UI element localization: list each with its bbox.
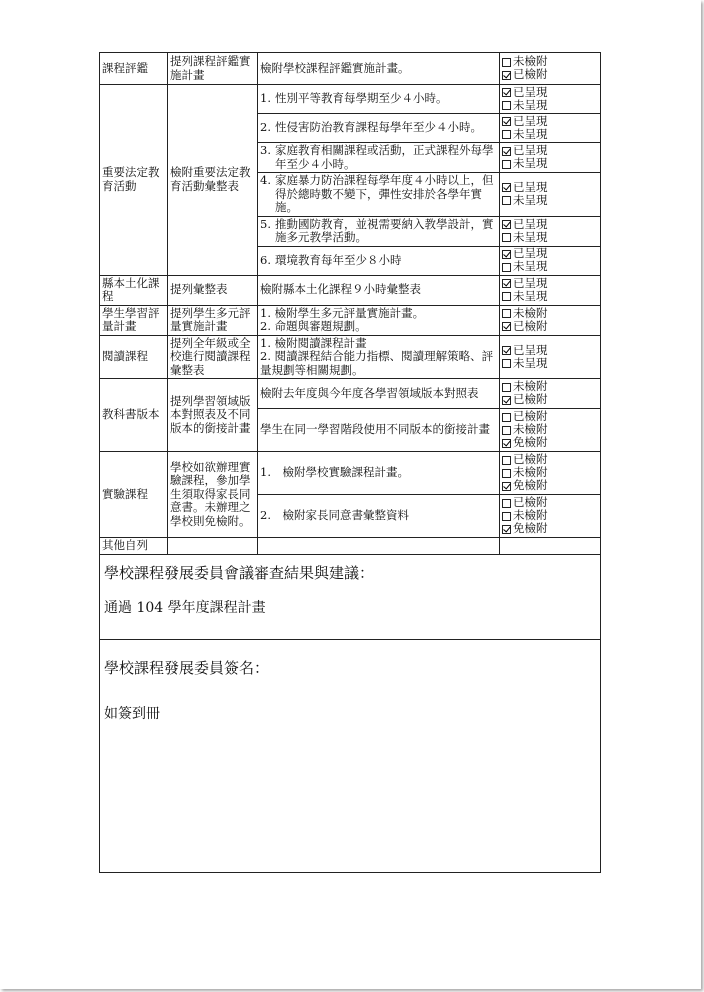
checkbox-label: 已檢附 — [513, 409, 548, 424]
category-cell: 縣本土化課程 — [100, 275, 168, 305]
category-cell: 重要法定教育活動 — [100, 85, 168, 276]
requirement-cell: 提列課程評鑑實施計畫 — [168, 53, 258, 85]
unchecked-box-icon[interactable] — [502, 469, 511, 478]
unchecked-box-icon[interactable] — [502, 359, 511, 368]
content-cell: 學生在同一學習階段使用不同版本的銜接計畫 — [258, 409, 500, 452]
checkbox-option[interactable] — [502, 158, 598, 171]
checkbox-label: 未呈現 — [513, 355, 548, 370]
checked-box-icon[interactable] — [502, 183, 511, 192]
category-cell: 學生學習評量計畫 — [100, 305, 168, 335]
content-cell: 檢附縣本土化課程９小時彙整表 — [258, 275, 500, 305]
unchecked-box-icon[interactable] — [502, 292, 511, 301]
checkbox-cell — [500, 538, 601, 555]
checked-box-icon[interactable] — [502, 279, 511, 288]
checked-box-icon[interactable] — [502, 250, 511, 259]
checked-box-icon[interactable] — [502, 322, 511, 331]
category-cell: 其他自列 — [100, 538, 168, 555]
signature-title: 學校課程發展委員簽名： — [104, 658, 270, 677]
unchecked-box-icon[interactable] — [502, 196, 511, 205]
content-cell — [258, 538, 500, 555]
checkbox-label: 已呈現 — [513, 275, 548, 290]
content-cell: 4. 家庭暴力防治課程每學年度４小時以上，但得於總時數不變下，彈性安排於各學年實施。 — [258, 173, 500, 217]
checked-box-icon[interactable] — [502, 117, 511, 126]
checkbox-cell — [500, 495, 601, 538]
category-cell: 實驗課程 — [100, 452, 168, 538]
content-cell: 檢附去年度與今年度各學習領域版本對照表 — [258, 379, 500, 409]
checkbox-cell — [500, 85, 601, 114]
requirement-cell: 提列彙整表 — [168, 275, 258, 305]
checkbox-cell — [500, 379, 601, 409]
row-textbook-version-1 — [100, 379, 601, 409]
checkbox-option[interactable] — [502, 344, 598, 357]
row-assessment-plan — [100, 305, 601, 335]
checkbox-cell — [500, 275, 601, 305]
content-cell: 3. 家庭教育相關課程或活動，正式課程外每學年至少４小時。 — [258, 143, 500, 173]
row-legal-activity-1 — [100, 85, 601, 114]
content-cell: 5. 推動國防教育，並視需要納入教學設計，實施多元教學活動。 — [258, 216, 500, 246]
checkbox-label: 未檢附 — [513, 305, 548, 320]
review-cell — [100, 554, 601, 639]
checkbox-label: 未檢附 — [513, 465, 548, 480]
content-line: 1. 檢附學生多元評量實施計畫。 — [260, 305, 425, 320]
row-experimental-1 — [100, 452, 601, 495]
content-line: 2. 閱讀課程結合能力指標、閱讀理解策略、評量規劃等相關規劃。 — [260, 349, 494, 377]
checkbox-label: 已檢附 — [513, 67, 548, 82]
content-cell: 1. 檢附學校實驗課程計畫。 — [258, 452, 500, 495]
checkbox-cell — [500, 305, 601, 335]
content-line: 2. 命題與審題規劃。 — [260, 319, 367, 333]
checkbox-label: 已呈現 — [513, 216, 548, 231]
checkbox-label: 已呈現 — [513, 143, 548, 158]
checkbox-label: 未檢附 — [513, 379, 548, 394]
checkbox-label: 未呈現 — [513, 229, 548, 244]
unchecked-box-icon[interactable] — [502, 101, 511, 110]
checkbox-cell — [500, 114, 601, 143]
unchecked-box-icon[interactable] — [502, 456, 511, 465]
checkbox-label: 未呈現 — [513, 288, 548, 303]
checkbox-cell — [500, 335, 601, 379]
requirement-cell: 檢附重要法定教育活動彙整表 — [168, 85, 258, 276]
checkbox-option[interactable] — [502, 480, 598, 493]
checkbox-option[interactable] — [502, 69, 598, 82]
checkbox-option[interactable] — [502, 320, 598, 333]
category-cell: 教科書版本 — [100, 379, 168, 452]
checkbox-label: 已檢附 — [513, 318, 548, 333]
unchecked-box-icon[interactable] — [502, 58, 511, 67]
row-other — [100, 538, 601, 555]
checkbox-label: 已檢附 — [513, 392, 548, 407]
course-plan-review-table — [99, 52, 601, 873]
checkbox-cell — [500, 409, 601, 452]
unchecked-box-icon[interactable] — [502, 233, 511, 242]
checkbox-label: 免檢附 — [513, 521, 548, 536]
unchecked-box-icon[interactable] — [502, 309, 511, 318]
content-cell: 檢附學校課程評鑑實施計畫。 — [258, 53, 500, 85]
row-reading-curriculum — [100, 335, 601, 379]
checkbox-label: 未檢附 — [513, 422, 548, 437]
checkbox-cell — [500, 216, 601, 246]
signature-cell — [100, 639, 601, 872]
checkbox-label: 已呈現 — [513, 84, 548, 99]
content-cell: 6. 環境教育每年至少８小時 — [258, 246, 500, 275]
checkbox-option[interactable] — [502, 128, 598, 141]
content-cell: 2. 性侵害防治教育課程每學年至少４小時。 — [258, 114, 500, 143]
signature-section — [100, 639, 601, 872]
unchecked-box-icon[interactable] — [502, 426, 511, 435]
unchecked-box-icon[interactable] — [502, 263, 511, 272]
checkbox-option[interactable] — [502, 194, 598, 207]
checkbox-label: 免檢附 — [513, 435, 548, 450]
checkbox-label: 已檢附 — [513, 495, 548, 510]
checked-box-icon[interactable] — [502, 482, 511, 491]
content-line: 1. 檢附閱讀課程計畫 — [260, 335, 367, 350]
checkbox-cell — [500, 173, 601, 217]
checkbox-cell — [500, 246, 601, 275]
checkbox-option[interactable] — [502, 99, 598, 112]
requirement-cell: 提列全年級或全校進行閱讀課程彙整表 — [168, 335, 258, 379]
checkbox-label: 免檢附 — [513, 478, 548, 493]
checkbox-label: 未呈現 — [513, 193, 548, 207]
content-cell — [258, 335, 500, 379]
checked-box-icon[interactable] — [502, 220, 511, 229]
checkbox-label: 未呈現 — [513, 156, 548, 171]
content-cell: 1. 性別平等教育每學期至少４小時。 — [258, 85, 500, 114]
checkbox-label: 已呈現 — [513, 113, 548, 128]
requirement-cell — [168, 538, 258, 555]
checkbox-label: 已呈現 — [513, 180, 548, 194]
review-title: 學校課程發展委員會議審查結果與建議： — [104, 563, 375, 582]
checkbox-label: 未呈現 — [513, 97, 548, 112]
checkbox-option[interactable] — [502, 290, 598, 303]
checked-box-icon[interactable] — [502, 439, 511, 448]
checkbox-cell — [500, 143, 601, 173]
checkbox-label: 已呈現 — [513, 342, 548, 357]
checkbox-label: 未檢附 — [513, 54, 548, 69]
checkbox-option[interactable] — [502, 394, 598, 407]
checkbox-label: 已檢附 — [513, 452, 548, 467]
content-cell — [258, 305, 500, 335]
unchecked-box-icon[interactable] — [502, 499, 511, 508]
requirement-cell: 學校如欲辦理實驗課程，參加學生須取得家長同意書。未辦理之學校則免檢附。 — [168, 452, 258, 538]
row-course-evaluation — [100, 53, 601, 85]
requirement-cell: 提列學習領域版本對照表及不同版本的銜接計畫 — [168, 379, 258, 452]
content-cell: 2. 檢附家長同意書彙整資料 — [258, 495, 500, 538]
signature-note: 如簽到冊 — [104, 706, 160, 722]
unchecked-box-icon[interactable] — [502, 383, 511, 392]
checkbox-cell — [500, 53, 601, 85]
checkbox-cell — [500, 452, 601, 495]
review-result: 通過 104 學年度課程計畫 — [104, 600, 266, 616]
category-cell: 閱讀課程 — [100, 335, 168, 379]
checkbox-option[interactable] — [502, 231, 598, 244]
checked-box-icon[interactable] — [502, 525, 511, 534]
checkbox-label: 未檢附 — [513, 508, 548, 523]
checked-box-icon[interactable] — [502, 396, 511, 405]
checkbox-label: 未呈現 — [513, 126, 548, 141]
checkbox-option[interactable] — [502, 357, 598, 370]
checkbox-label: 未呈現 — [513, 259, 548, 274]
category-cell: 課程評鑑 — [100, 53, 168, 85]
unchecked-box-icon[interactable] — [502, 512, 511, 521]
checked-box-icon[interactable] — [502, 88, 511, 97]
checked-box-icon[interactable] — [502, 71, 511, 80]
checkbox-option[interactable] — [502, 523, 598, 536]
unchecked-box-icon[interactable] — [502, 413, 511, 422]
checked-box-icon[interactable] — [502, 147, 511, 156]
checkbox-label: 已呈現 — [513, 246, 548, 261]
checked-box-icon[interactable] — [502, 346, 511, 355]
unchecked-box-icon[interactable] — [502, 160, 511, 169]
review-section — [100, 554, 601, 639]
unchecked-box-icon[interactable] — [502, 130, 511, 139]
row-local-curriculum — [100, 275, 601, 305]
checkbox-option[interactable] — [502, 261, 598, 274]
requirement-cell: 提列學生多元評量實施計畫 — [168, 305, 258, 335]
checkbox-option[interactable] — [502, 437, 598, 450]
